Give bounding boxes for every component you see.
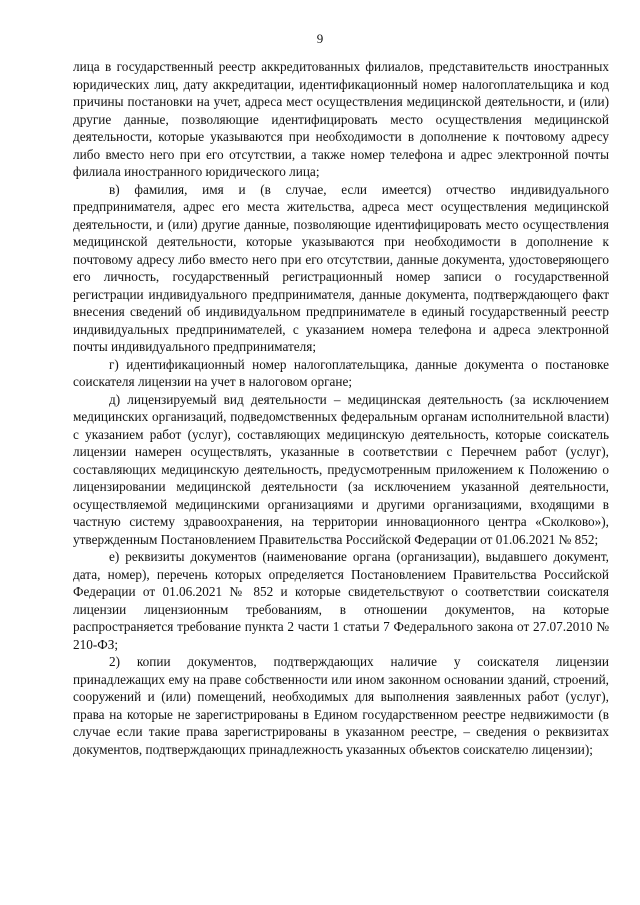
paragraph-item-v: в) фамилия, имя и (в случае, если имеется) отчество индивидуального предпринимателя, адрес его места жительства, адреса мест осуществления медицинской деятельности, и (или) другие данные, позволяющие идентифицировать место осуществления медицинской деятельности, которые указываются при необходимости в дополнение к почтовому адресу либо вместо него при его отсутствии, данные документа, удостоверяющего его личность, государственный регистрационный номер записи о государственной регистрации индивидуального предпринимателя, данные документа, подтверждающего факт внесения сведений об индивидуальном предпринимателе в единый государственный реестр индивидуальных предпринимателей, с указанием номера телефона и адреса электронной почты индивидуального предпринимателя; [73,181,609,354]
paragraph-continuation: лица в государственный реестр аккредитованных филиалов, представительств иностранных юридических лиц, дату аккредитации, идентификационный номер налогоплательщика и код причины постановки на учет, адреса мест осуществления медицинской деятельности, и (или) другие данные, позволяющие идентифицировать место осуществления медицинской деятельности, которые указываются при необходимости в дополнение к почтовому адресу либо вместо него при его отсутствии, а также номер телефона и адрес электронной почты филиала иностранного юридического лица; [73,59,609,179]
paragraph-item-2: 2) копии документов, подтверждающих наличие у соискателя лицензии принадлежащих ему на праве собственности или ином законном основании зданий, строений, сооружений и (или) помещений, необходимых для выполнения заявленных работ (услуг), права на которые не зарегистрированы в Едином государственном реестре недвижимости (в случае если такие права зарегистрированы в указанном реестре, – сведения о реквизитах документов, подтверждающих принадлежность указанных объектов соискателю лицензии); [73,654,609,757]
page-number: 9 [316,31,324,46]
paragraph-item-e: е) реквизиты документов (наименование органа (организации), выдавшего документ, дата, номер), перечень которых определяется Постановлением Правительства Российской Федерации от 01.06.2021 № 852 и которые свидетельствуют о соответствии соискателя лицензии лицензионным требованиям, в отношении документов, на которые распространяется требование пункта 2 части 1 статьи 7 Федерального закона от 27.07.2010 № 210-ФЗ; [73,549,609,652]
paragraph-item-g: г) идентификационный номер налогоплательщика, данные документа о постановке соискателя лицензии на учет в налоговом органе; [73,356,609,389]
document-body [73,58,609,758]
paragraph-item-d: д) лицензируемый вид деятельности – медицинская деятельность (за исключением медицинских организаций, подведомственных федеральным органам исполнительной власти) с указанием работ (услуг), составляющих медицинскую деятельность, которые соискатель лицензии намерен осуществлять, указанные в соответствии с Перечнем работ (услуг), составляющих медицинскую деятельность, предусмотренным приложением к Положению о лицензировании медицинской деятельности (за исключением указанной деятельности, осуществляемой медицинскими организациями и другими организациями, входящими в частную систему здравоохранения, на территории инновационного центра «Сколково»), утвержденным Постановлением Правительства Российской Федерации от 01.06.2021 № 852; [73,391,609,547]
